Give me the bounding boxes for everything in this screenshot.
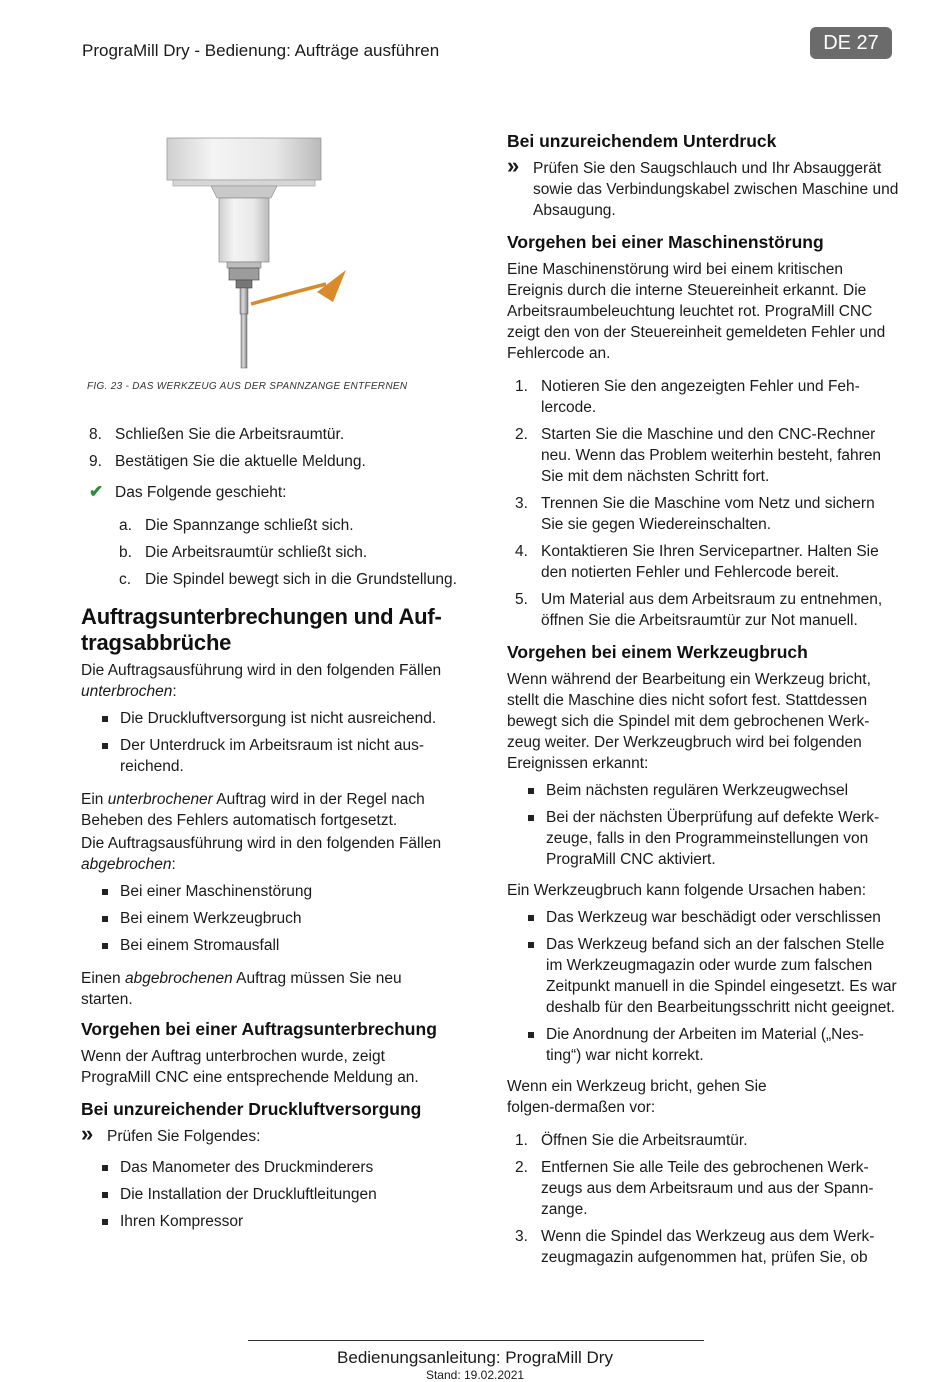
paragraph-interruptions: Die Auftragsausführung wird in den folgenden Fällen unterbrochen: [81,662,442,700]
list-item: Der Unterdruck im Arbeitsraum ist nicht aus-reichend. [81,735,455,777]
list-item: Das Werkzeug war beschädigt oder verschlissen [507,907,899,928]
result-sub-c: c. Die Spindel bewegt sich in die Grundstellung. [119,571,457,588]
fault-step-1: 1. Notieren Sie den angezeigten Fehler und Feh-lercode. [515,378,860,416]
footer-divider [248,1340,704,1341]
subheading-vacuum: Bei unzureichendem Unterdruck [507,131,777,151]
subheading-interruption: Vorgehen bei einer Auftragsunterbrechung [81,1019,437,1039]
subheading-compressed-air: Bei unzureichender Druckluftversorgung [81,1099,422,1119]
list-item: Beim nächsten regulären Werkzeugwechsel [507,780,899,801]
subheading-machine-fault: Vorgehen bei einer Maschinenstörung [507,232,824,252]
fault-step-3: 3. Trennen Sie die Maschine vom Netz und sichern Sie sie gegen Wiedereinschalten. [515,495,875,533]
section-heading: Auftragsunterbrechungen und Auf-tragsabbrüche [81,604,442,655]
subheading-tool-break: Vorgehen bei einem Werkzeugbruch [507,642,808,662]
page-number-badge: DE 27 [810,27,892,59]
paragraph-aborts: Die Auftragsausführung wird in den folgenden Fällen abgebrochen: [81,835,442,873]
paragraph-tool-break: Wenn während der Bearbeitung ein Werkzeug bricht, stellt die Maschine dies nicht sofort fest. Stattdessen bewegt sich die Spindel mit dem gebrochenen Werk-zeug weiter. Der Werkzeugbruch wird bei folgenden Ereignissen erkannt: [507,671,871,772]
paragraph-restart: Einen abgebrochenen Auftrag müssen Sie neu starten. [81,970,402,1008]
checkmark-icon: ✔ [89,482,104,501]
left-column [81,128,471,1238]
result-sub-b: b. Die Arbeitsraumtür schließt sich. [119,544,368,561]
list-item: Bei einem Stromausfall [81,935,471,956]
list-item: Bei einer Maschinenstörung [81,881,471,902]
paragraph-causes: Ein Werkzeugbruch kann folgende Ursachen haben: [507,882,867,899]
list-item: Das Werkzeug befand sich an der falschen Stelle im Werkzeugmagazin oder wurde zum falschen Zeitpunkt manuell in die Spindel eingesetzt. Es war deshalb für den Bearbeitungsschritt nicht geeignet. [507,934,899,1018]
double-chevron-icon: » [507,153,520,178]
paragraph-machine-fault: Eine Maschinenstörung wird bei einem kritischen Ereignis durch die interne Steuereinheit erkannt. Die Arbeitsraumbeleuchtung leuchtet rot. PrograMill CNC zeigt den von der Steuereinheit gemeldeten Fehler und Fehlercode an. [507,261,886,362]
list-item: Das Manometer des Druckminderers [81,1157,471,1178]
step-9: 9. Bestätigen Sie die aktuelle Meldung. [89,453,366,470]
figure-spindle [81,128,471,374]
fault-step-5: 5. Um Material aus dem Arbeitsraum zu entnehmen, öffnen Sie die Arbeitsraumtür zur Not manuell. [515,591,883,629]
paragraph-resumed: Ein unterbrochener Auftrag wird in der Regel nach Beheben des Fehlers automatisch fortgesetzt. [81,791,425,829]
break-step-3: 3. Wenn die Spindel das Werkzeug aus dem Werk-zeugmagazin aufgenommen hat, prüfen Sie, ob [515,1228,875,1266]
list-item: Die Anordnung der Arbeiten im Material („Nes-ting“) war nicht korrekt. [507,1024,886,1066]
list-item: Die Installation der Druckluftleitungen [81,1184,471,1205]
result-sub-a: a. Die Spannzange schließt sich. [119,517,354,534]
fault-step-4: 4. Kontaktieren Sie Ihren Servicepartner. Halten Sie den notierten Fehler und Fehlercode bereit. [515,543,879,581]
list-item: Die Druckluftversorgung ist nicht ausreichend. [81,708,471,729]
footer-title: Bedienungsanleitung: PrograMill Dry [337,1348,613,1367]
break-step-2: 2. Entfernen Sie alle Teile des gebrochenen Werk-zeugs aus dem Arbeitsraum und aus der Spann-zange. [515,1159,874,1218]
paragraph-interruption-msg: Wenn der Auftrag unterbrochen wurde, zeigt PrograMill CNC eine entsprechende Meldung an. [81,1048,419,1086]
double-chevron-icon: » [81,1121,94,1146]
header-title: PrograMill Dry - Bedienung: Aufträge ausführen [82,41,440,60]
right-column [507,128,899,1274]
fault-step-2: 2. Starten Sie die Maschine und den CNC-Rechner neu. Wenn das Problem weiterhin besteht, fahren Sie mit dem nächsten Schritt fort. [515,426,882,485]
figure-caption: FIG. 23 - DAS WERKZEUG AUS DER SPANNZANGE ENTFERNEN [87,381,408,392]
list-item: Ihren Kompressor [81,1211,471,1232]
instruction-vacuum: » Prüfen Sie den Saugschlauch und Ihr Absauggerät sowie das Verbindungskabel zwischen Maschine und Absaugung. [507,153,899,219]
list-item: Bei der nächsten Überprüfung auf defekte Werk-zeuge, falls in den Programmeinstellungen von PrograMill CNC aktiviert. [507,807,899,870]
paragraph-procedure: Wenn ein Werkzeug bricht, gehen Sie folgen-dermaßen vor: [507,1078,767,1116]
break-step-1: 1. Öffnen Sie die Arbeitsraumtür. [515,1132,748,1149]
result-line: ✔ Das Folgende geschieht: [89,482,287,501]
spindle-illustration [81,128,471,374]
step-8: 8. Schließen Sie die Arbeitsraumtür. [89,426,345,443]
list-item: Bei einem Werkzeugbruch [81,908,471,929]
footer-date: Stand: 19.02.2021 [425,1368,525,1382]
instruction-check: » Prüfen Sie Folgendes: [81,1121,261,1146]
